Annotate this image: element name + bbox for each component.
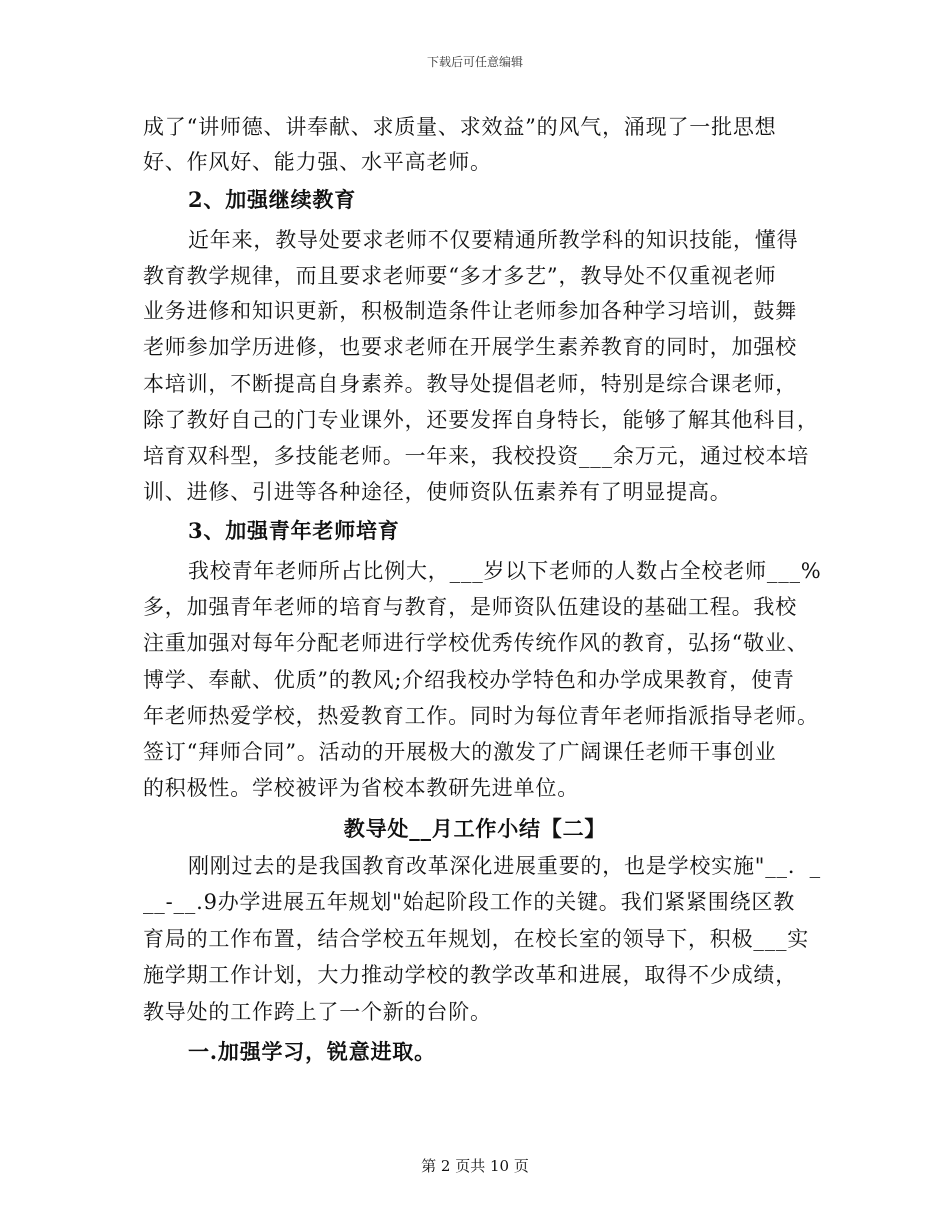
body-text-line: 本培训，不断提高自身素养。教导处提倡老师，特别是综合课老师， xyxy=(143,372,797,396)
body-text-line: 博学、奉献、优质”的教风;介绍我校办学特色和办学成果教育，使青 xyxy=(143,668,795,692)
body-text-line: 教育教学规律，而且要求老师要“多才多艺”，教导处不仅重视老师 xyxy=(143,264,777,288)
body-text-line: 施学期工作计划，大力推动学校的教学改革和进展，取得不少成绩， xyxy=(143,963,797,987)
body-text-line: __-__.9办学进展五年规划"始起阶段工作的关键。我们紧紧围绕区教 xyxy=(143,890,795,914)
body-text-line: 刚刚过去的是我国教育改革深化进展重要的，也是学校实施"__．_ xyxy=(188,854,821,878)
page-number-footer: 第 2 页共 10 页 xyxy=(421,1157,529,1175)
section-heading: 2、加强继续教育 xyxy=(188,187,357,212)
body-text-line: 我校青年老师所占比例大，___岁以下老师的人数占全校老师___% xyxy=(188,559,822,583)
section-heading: 3、加强青年老师培育 xyxy=(188,518,400,543)
body-text-line: 近年来，教导处要求老师不仅要精通所教学科的知识技能，懂得 xyxy=(188,228,799,252)
section-heading: 一.加强学习，锐意进取。 xyxy=(188,1039,436,1064)
body-text-line: 年老师热爱学校，热爱教育工作。同时为每位青年老师指派指导老师。 xyxy=(143,704,819,728)
body-text-line: 教导处的工作跨上了一个新的台阶。 xyxy=(143,1000,492,1024)
body-text-line: 除了教好自己的门专业课外，还要发挥自身特长，能够了解其他科目， xyxy=(143,408,819,432)
body-text-line: 培育双科型，多技能老师。一年来，我校投资___余万元，通过校本培 xyxy=(143,444,810,468)
body-text-line: 老师参加学历进修，也要求老师在开展学生素养教育的同时，加强校 xyxy=(143,335,797,359)
header-note: 下载后可任意编辑 xyxy=(426,55,523,69)
body-text-line: 业务进修和知识更新，积极制造条件让老师参加各种学习培训，鼓舞 xyxy=(143,299,797,323)
body-text-line: 的积极性。学校被评为省校本教研先进单位。 xyxy=(143,776,579,800)
body-text-line: 训、进修、引进等各种途径，使师资队伍素养有了明显提高。 xyxy=(143,480,732,504)
body-text-line: 注重加强对每年分配老师进行学校优秀传统作风的教育，弘扬“敬业、 xyxy=(143,631,809,655)
body-text-line: 签订“拜师合同”。活动的开展极大的激发了广阔课任老师干事创业 xyxy=(143,740,777,764)
body-text-line: 好、作风好、能力强、水平高老师。 xyxy=(143,150,492,174)
body-text-line: 育局的工作布置，结合学校五年规划，在校长室的领导下，积极___实 xyxy=(143,927,810,951)
body-text-line: 多，加强青年老师的培育与教育，是师资队伍建设的基础工程。我校 xyxy=(143,595,797,619)
body-text-line: 成了“讲师德、讲奉献、求质量、求效益”的风气，涌现了一批思想 xyxy=(143,115,777,139)
document-subtitle: 教导处__月工作小结【二】 xyxy=(343,816,607,841)
